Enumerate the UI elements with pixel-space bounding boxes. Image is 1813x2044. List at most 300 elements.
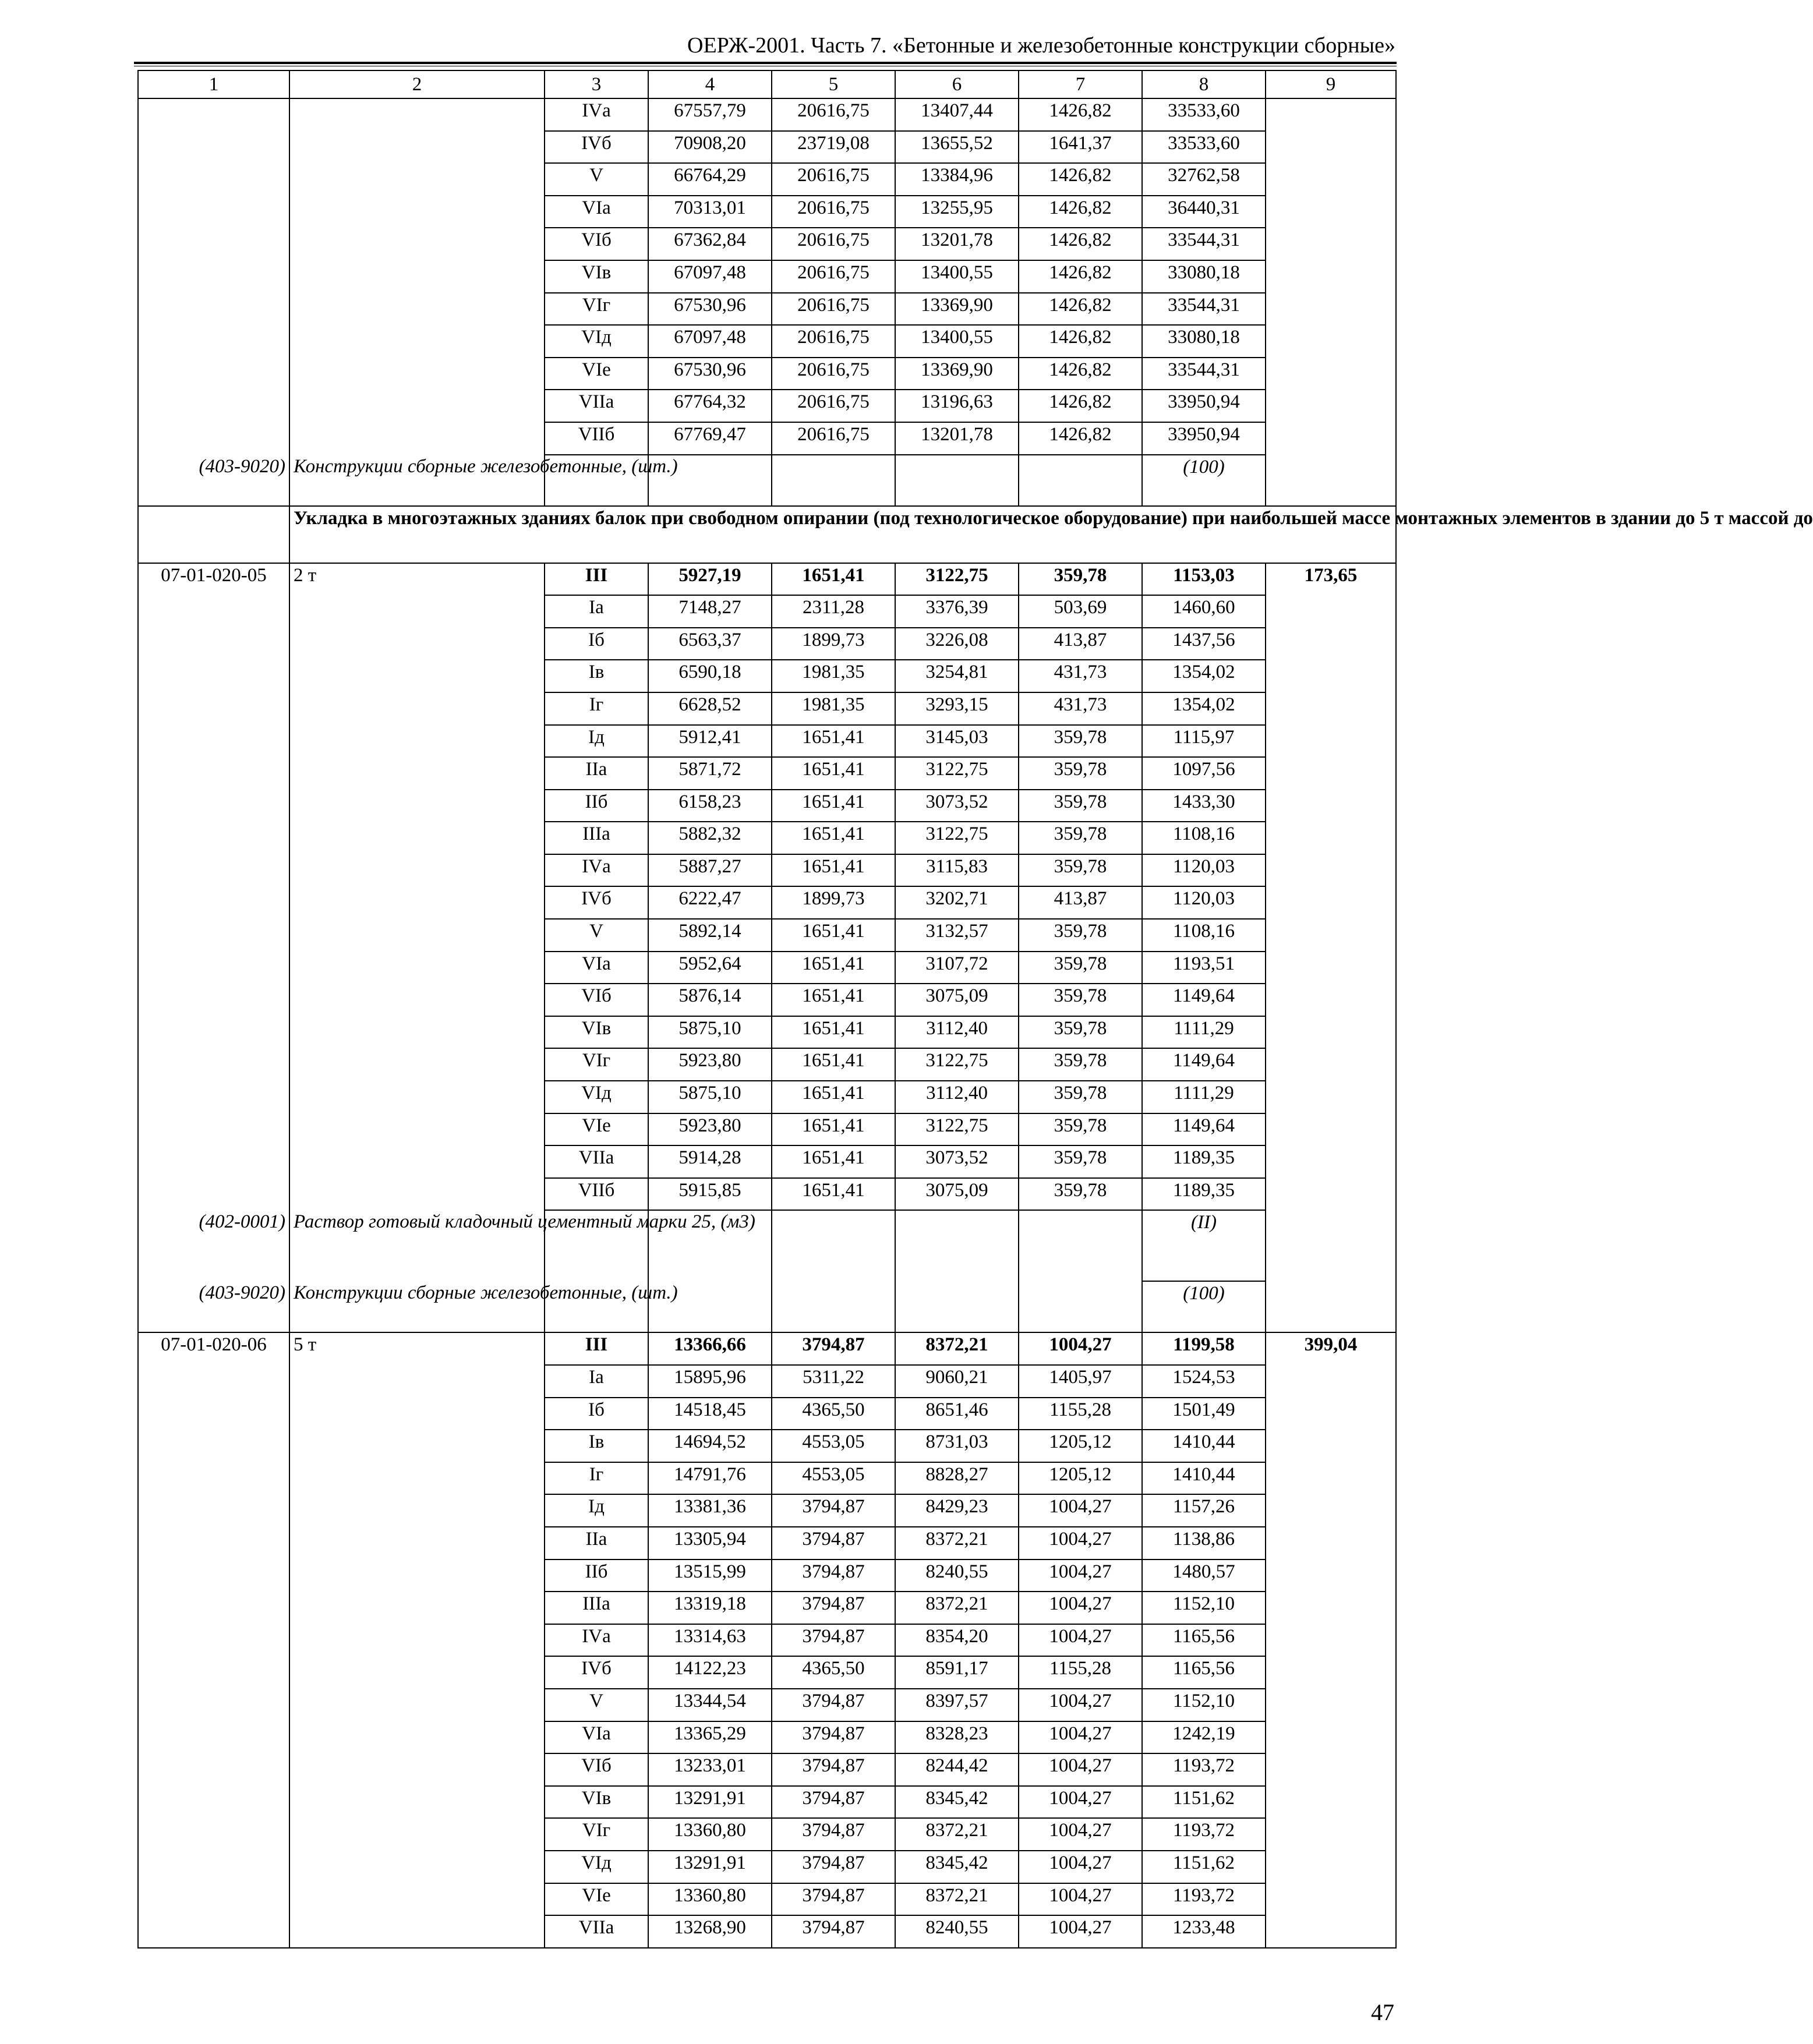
value-cell: 20616,75 xyxy=(772,196,895,228)
value-cell: 3075,09 xyxy=(895,1178,1019,1211)
value-cell: 13291,91 xyxy=(648,1786,772,1819)
labor-cell xyxy=(1266,692,1396,725)
value-cell: 3794,87 xyxy=(772,1786,895,1819)
zone-cell: Iг xyxy=(545,1462,648,1495)
value-cell: 1004,27 xyxy=(1019,1332,1142,1365)
rate-code xyxy=(138,1145,289,1178)
rate-name xyxy=(289,595,545,628)
rate-code xyxy=(138,1915,289,1948)
rate-name xyxy=(289,757,545,790)
value-cell: 1004,27 xyxy=(1019,1753,1142,1786)
table-row xyxy=(138,1430,1396,1462)
rate-code xyxy=(138,98,289,131)
labor-cell xyxy=(1266,1689,1396,1721)
resource-qty: (II) xyxy=(1142,1210,1266,1281)
value-cell: 1354,02 xyxy=(1142,660,1266,692)
value-cell: 431,73 xyxy=(1019,660,1142,692)
rate-code xyxy=(138,422,289,455)
table-row xyxy=(138,1689,1396,1721)
value-cell: 8828,27 xyxy=(895,1462,1019,1495)
section-row xyxy=(138,506,1396,563)
value-cell: 70313,01 xyxy=(648,196,772,228)
value-cell: 8240,55 xyxy=(895,1559,1019,1592)
value-cell: 8651,46 xyxy=(895,1398,1019,1430)
table-row xyxy=(138,822,1396,854)
zone-cell: IVб xyxy=(545,1656,648,1689)
zone-cell: VIг xyxy=(545,293,648,326)
value-cell: 1004,27 xyxy=(1019,1786,1142,1819)
table-row xyxy=(138,1527,1396,1559)
table-row xyxy=(138,390,1396,422)
rate-code xyxy=(138,1178,289,1211)
empty-cell xyxy=(1019,1281,1142,1332)
labor-cell xyxy=(1266,196,1396,228)
rate-name xyxy=(289,1494,545,1527)
labor-cell xyxy=(1266,725,1396,758)
rate-name xyxy=(289,1016,545,1049)
table-row xyxy=(138,757,1396,790)
value-cell: 13515,99 xyxy=(648,1559,772,1592)
rate-name xyxy=(289,1624,545,1657)
value-cell: 33533,60 xyxy=(1142,131,1266,164)
zone-cell: VIе xyxy=(545,358,648,390)
value-cell: 13369,90 xyxy=(895,358,1019,390)
value-cell: 13291,91 xyxy=(648,1851,772,1883)
empty-cell xyxy=(1266,455,1396,506)
rate-code xyxy=(138,390,289,422)
table-row xyxy=(138,919,1396,952)
value-cell: 14694,52 xyxy=(648,1430,772,1462)
rate-name xyxy=(289,1559,545,1592)
table-row xyxy=(138,1332,1396,1365)
value-cell: 33544,31 xyxy=(1142,293,1266,326)
zone-cell: IVа xyxy=(545,1624,648,1657)
value-cell: 359,78 xyxy=(1019,790,1142,822)
value-cell: 1981,35 xyxy=(772,692,895,725)
zone-cell: IIа xyxy=(545,1527,648,1559)
rate-name xyxy=(289,984,545,1016)
zone-cell: Iа xyxy=(545,1365,648,1398)
col-number: 3 xyxy=(545,70,648,98)
value-cell: 1004,27 xyxy=(1019,1494,1142,1527)
value-cell: 13366,66 xyxy=(648,1332,772,1365)
value-cell: 20616,75 xyxy=(772,163,895,196)
value-cell: 1004,27 xyxy=(1019,1592,1142,1624)
rate-code xyxy=(138,1113,289,1146)
value-cell: 5912,41 xyxy=(648,725,772,758)
value-cell: 1151,62 xyxy=(1142,1851,1266,1883)
zone-cell: Iа xyxy=(545,595,648,628)
empty-cell xyxy=(1019,1210,1142,1281)
value-cell: 13201,78 xyxy=(895,228,1019,260)
rate-name xyxy=(289,358,545,390)
labor-cell xyxy=(1266,1048,1396,1081)
value-cell: 6628,52 xyxy=(648,692,772,725)
zone-cell: VIб xyxy=(545,1753,648,1786)
labor-cell xyxy=(1266,325,1396,358)
table-row xyxy=(138,1398,1396,1430)
value-cell: 3226,08 xyxy=(895,628,1019,660)
labor-cell xyxy=(1266,595,1396,628)
value-cell: 1426,82 xyxy=(1019,196,1142,228)
value-cell: 5915,85 xyxy=(648,1178,772,1211)
value-cell: 1426,82 xyxy=(1019,260,1142,293)
value-cell: 1120,03 xyxy=(1142,854,1266,887)
rate-name xyxy=(289,325,545,358)
empty-cell xyxy=(895,1281,1019,1332)
value-cell: 1426,82 xyxy=(1019,98,1142,131)
value-cell: 70908,20 xyxy=(648,131,772,164)
value-cell: 413,87 xyxy=(1019,886,1142,919)
value-cell: 13305,94 xyxy=(648,1527,772,1559)
value-cell: 3794,87 xyxy=(772,1624,895,1657)
table-row xyxy=(138,563,1396,596)
value-cell: 3794,87 xyxy=(772,1592,895,1624)
value-cell: 13319,18 xyxy=(648,1592,772,1624)
labor-cell xyxy=(1266,1624,1396,1657)
zone-cell: V xyxy=(545,163,648,196)
labor-cell xyxy=(1266,1145,1396,1178)
table-row xyxy=(138,131,1396,164)
rate-code xyxy=(138,790,289,822)
rate-name xyxy=(289,725,545,758)
value-cell: 4553,05 xyxy=(772,1430,895,1462)
value-cell: 3794,87 xyxy=(772,1915,895,1948)
value-cell: 5311,22 xyxy=(772,1365,895,1398)
rate-name xyxy=(289,228,545,260)
value-cell: 1426,82 xyxy=(1019,163,1142,196)
value-cell: 1193,72 xyxy=(1142,1818,1266,1851)
value-cell: 1651,41 xyxy=(772,919,895,952)
resource-row xyxy=(138,455,1396,506)
value-cell: 1651,41 xyxy=(772,1113,895,1146)
labor-cell xyxy=(1266,163,1396,196)
value-cell: 1460,60 xyxy=(1142,595,1266,628)
value-cell: 3122,75 xyxy=(895,563,1019,596)
rate-code xyxy=(138,628,289,660)
value-cell: 1193,72 xyxy=(1142,1883,1266,1916)
rate-code xyxy=(138,293,289,326)
rate-name xyxy=(289,660,545,692)
value-cell: 1410,44 xyxy=(1142,1462,1266,1495)
rate-code xyxy=(138,358,289,390)
value-cell: 1651,41 xyxy=(772,952,895,984)
value-cell: 1410,44 xyxy=(1142,1430,1266,1462)
rate-code xyxy=(138,1365,289,1398)
value-cell: 14791,76 xyxy=(648,1462,772,1495)
zone-cell: VIв xyxy=(545,1016,648,1049)
value-cell: 3794,87 xyxy=(772,1753,895,1786)
value-cell: 6590,18 xyxy=(648,660,772,692)
empty-cell xyxy=(1266,1281,1396,1332)
labor-cell xyxy=(1266,952,1396,984)
value-cell: 13369,90 xyxy=(895,293,1019,326)
value-cell: 33950,94 xyxy=(1142,390,1266,422)
rate-code xyxy=(138,1016,289,1049)
value-cell: 431,73 xyxy=(1019,692,1142,725)
col-number: 8 xyxy=(1142,70,1266,98)
value-cell: 1193,51 xyxy=(1142,952,1266,984)
value-cell: 1120,03 xyxy=(1142,886,1266,919)
value-cell: 5923,80 xyxy=(648,1113,772,1146)
rate-code xyxy=(138,1462,289,1495)
value-cell: 3794,87 xyxy=(772,1883,895,1916)
zone-cell: VIг xyxy=(545,1048,648,1081)
zone-cell: VIд xyxy=(545,1081,648,1113)
rate-code xyxy=(138,1048,289,1081)
value-cell: 3122,75 xyxy=(895,1113,1019,1146)
value-cell: 8328,23 xyxy=(895,1721,1019,1754)
value-cell: 13400,55 xyxy=(895,260,1019,293)
value-cell: 1153,03 xyxy=(1142,563,1266,596)
zone-cell: IVа xyxy=(545,98,648,131)
table-row xyxy=(138,1462,1396,1495)
table-row xyxy=(138,1365,1396,1398)
zone-cell: V xyxy=(545,919,648,952)
value-cell: 8372,21 xyxy=(895,1332,1019,1365)
zone-cell: VIIа xyxy=(545,1915,648,1948)
rate-code xyxy=(138,1818,289,1851)
resource-name: Конструкции сборные железобетонные, (шт.) xyxy=(289,1281,545,1332)
value-cell: 1004,27 xyxy=(1019,1624,1142,1657)
value-cell: 359,78 xyxy=(1019,984,1142,1016)
labor-cell xyxy=(1266,98,1396,131)
value-cell: 1152,10 xyxy=(1142,1689,1266,1721)
value-cell: 1651,41 xyxy=(772,1178,895,1211)
zone-cell: III xyxy=(545,1332,648,1365)
resource-row xyxy=(138,1210,1396,1281)
value-cell: 8731,03 xyxy=(895,1430,1019,1462)
zone-cell: Iд xyxy=(545,725,648,758)
rate-name xyxy=(289,952,545,984)
rate-code xyxy=(138,1689,289,1721)
rate-code xyxy=(138,1527,289,1559)
value-cell: 8240,55 xyxy=(895,1915,1019,1948)
value-cell: 3145,03 xyxy=(895,725,1019,758)
value-cell: 1205,12 xyxy=(1019,1430,1142,1462)
value-cell: 5887,27 xyxy=(648,854,772,887)
value-cell: 67097,48 xyxy=(648,325,772,358)
value-cell: 6158,23 xyxy=(648,790,772,822)
zone-cell: VIIа xyxy=(545,1145,648,1178)
value-cell: 3794,87 xyxy=(772,1527,895,1559)
value-cell: 1437,56 xyxy=(1142,628,1266,660)
rate-code xyxy=(138,660,289,692)
value-cell: 359,78 xyxy=(1019,1113,1142,1146)
value-cell: 13381,36 xyxy=(648,1494,772,1527)
value-cell: 67557,79 xyxy=(648,98,772,131)
rate-code xyxy=(138,1398,289,1430)
table-row xyxy=(138,1113,1396,1146)
table-row xyxy=(138,1656,1396,1689)
labor-cell xyxy=(1266,1721,1396,1754)
rate-code xyxy=(138,1430,289,1462)
rate-code xyxy=(138,1656,289,1689)
empty-cell xyxy=(895,455,1019,506)
section-title: Укладка в многоэтажных зданиях балок при свободном опирании (под технологическое оборудование) при наибольшей массе монтажных элементов в здании до 5 т массой до xyxy=(289,506,1396,563)
zone-cell: Iв xyxy=(545,1430,648,1462)
rate-name xyxy=(289,131,545,164)
value-cell: 20616,75 xyxy=(772,325,895,358)
value-cell: 3112,40 xyxy=(895,1016,1019,1049)
value-cell: 8345,42 xyxy=(895,1851,1019,1883)
value-cell: 359,78 xyxy=(1019,822,1142,854)
empty-cell xyxy=(895,1210,1019,1281)
zone-cell: VIв xyxy=(545,1786,648,1819)
value-cell: 3794,87 xyxy=(772,1494,895,1527)
col-number: 5 xyxy=(772,70,895,98)
value-cell: 503,69 xyxy=(1019,595,1142,628)
rate-name xyxy=(289,1786,545,1819)
rate-name xyxy=(289,628,545,660)
rate-code xyxy=(138,854,289,887)
table-row xyxy=(138,1753,1396,1786)
value-cell: 1405,97 xyxy=(1019,1365,1142,1398)
rate-name xyxy=(289,1753,545,1786)
labor-cell xyxy=(1266,1851,1396,1883)
value-cell: 3794,87 xyxy=(772,1559,895,1592)
labor-cell xyxy=(1266,1365,1396,1398)
table-row xyxy=(138,1592,1396,1624)
resource-row xyxy=(138,1281,1396,1332)
resource-qty: (100) xyxy=(1142,455,1266,506)
resource-code: (402-0001) xyxy=(138,1210,289,1281)
value-cell: 3293,15 xyxy=(895,692,1019,725)
value-cell: 20616,75 xyxy=(772,358,895,390)
labor-cell xyxy=(1266,1559,1396,1592)
rate-name xyxy=(289,422,545,455)
value-cell: 6563,37 xyxy=(648,628,772,660)
value-cell: 1899,73 xyxy=(772,628,895,660)
rate-name xyxy=(289,854,545,887)
value-cell: 359,78 xyxy=(1019,1048,1142,1081)
value-cell: 32762,58 xyxy=(1142,163,1266,196)
rate-name xyxy=(289,1365,545,1398)
value-cell: 36440,31 xyxy=(1142,196,1266,228)
zone-cell: VIе xyxy=(545,1113,648,1146)
value-cell: 3122,75 xyxy=(895,757,1019,790)
rate-code xyxy=(138,886,289,919)
value-cell: 67769,47 xyxy=(648,422,772,455)
value-cell: 359,78 xyxy=(1019,919,1142,952)
value-cell: 8372,21 xyxy=(895,1883,1019,1916)
table-row xyxy=(138,163,1396,196)
value-cell: 1426,82 xyxy=(1019,422,1142,455)
zone-cell: Iг xyxy=(545,692,648,725)
empty-cell xyxy=(772,1281,895,1332)
table-row xyxy=(138,886,1396,919)
zone-cell: Iб xyxy=(545,1398,648,1430)
value-cell: 3107,72 xyxy=(895,952,1019,984)
resource-qty: (100) xyxy=(1142,1281,1266,1332)
value-cell: 1004,27 xyxy=(1019,1851,1142,1883)
table-row xyxy=(138,660,1396,692)
zone-cell: Iд xyxy=(545,1494,648,1527)
labor-cell xyxy=(1266,660,1396,692)
table-row xyxy=(138,196,1396,228)
rate-code xyxy=(138,822,289,854)
value-cell: 13384,96 xyxy=(895,163,1019,196)
labor-cell xyxy=(1266,1016,1396,1049)
table-row xyxy=(138,1851,1396,1883)
value-cell: 1151,62 xyxy=(1142,1786,1266,1819)
value-cell: 13196,63 xyxy=(895,390,1019,422)
rates-table xyxy=(137,70,1813,1948)
rate-code xyxy=(138,1592,289,1624)
value-cell: 33080,18 xyxy=(1142,325,1266,358)
empty-cell xyxy=(1266,1210,1396,1281)
value-cell: 33950,94 xyxy=(1142,422,1266,455)
rate-code xyxy=(138,1721,289,1754)
value-cell: 13201,78 xyxy=(895,422,1019,455)
rate-name xyxy=(289,692,545,725)
rate-code xyxy=(138,1624,289,1657)
rate-code xyxy=(138,757,289,790)
value-cell: 1205,12 xyxy=(1019,1462,1142,1495)
table-row xyxy=(138,790,1396,822)
rate-code xyxy=(138,1559,289,1592)
value-cell: 13268,90 xyxy=(648,1915,772,1948)
value-cell: 13365,29 xyxy=(648,1721,772,1754)
value-cell: 1004,27 xyxy=(1019,1689,1142,1721)
rate-code: 07-01-020-06 xyxy=(138,1332,289,1365)
rate-name xyxy=(289,293,545,326)
labor-cell xyxy=(1266,1113,1396,1146)
value-cell: 8372,21 xyxy=(895,1527,1019,1559)
value-cell: 20616,75 xyxy=(772,390,895,422)
zone-cell: Iб xyxy=(545,628,648,660)
value-cell: 23719,08 xyxy=(772,131,895,164)
table-row xyxy=(138,293,1396,326)
labor-cell xyxy=(1266,919,1396,952)
value-cell: 3122,75 xyxy=(895,1048,1019,1081)
value-cell: 13655,52 xyxy=(895,131,1019,164)
rate-code xyxy=(138,131,289,164)
table-row xyxy=(138,628,1396,660)
table-row xyxy=(138,1721,1396,1754)
col-number: 7 xyxy=(1019,70,1142,98)
value-cell: 1004,27 xyxy=(1019,1883,1142,1916)
resource-code: (403-9020) xyxy=(138,1281,289,1332)
zone-cell: VIд xyxy=(545,325,648,358)
value-cell: 1426,82 xyxy=(1019,228,1142,260)
zone-cell: IVб xyxy=(545,131,648,164)
labor-cell xyxy=(1266,1656,1396,1689)
value-cell: 13407,44 xyxy=(895,98,1019,131)
col-number: 4 xyxy=(648,70,772,98)
value-cell: 13400,55 xyxy=(895,325,1019,358)
value-cell: 3794,87 xyxy=(772,1689,895,1721)
zone-cell: IIIа xyxy=(545,1592,648,1624)
zone-cell: IIб xyxy=(545,790,648,822)
table-row xyxy=(138,1016,1396,1049)
table-row xyxy=(138,1559,1396,1592)
rates-table-body xyxy=(138,70,1813,1948)
rate-name xyxy=(289,822,545,854)
table-row xyxy=(138,228,1396,260)
value-cell: 3794,87 xyxy=(772,1332,895,1365)
rate-code xyxy=(138,260,289,293)
zone-cell: VIб xyxy=(545,984,648,1016)
rate-name xyxy=(289,1721,545,1754)
rate-name xyxy=(289,1915,545,1948)
rate-name xyxy=(289,1113,545,1146)
value-cell: 67362,84 xyxy=(648,228,772,260)
empty-cell xyxy=(138,506,289,563)
labor-cell xyxy=(1266,293,1396,326)
table-row xyxy=(138,358,1396,390)
value-cell: 3073,52 xyxy=(895,790,1019,822)
